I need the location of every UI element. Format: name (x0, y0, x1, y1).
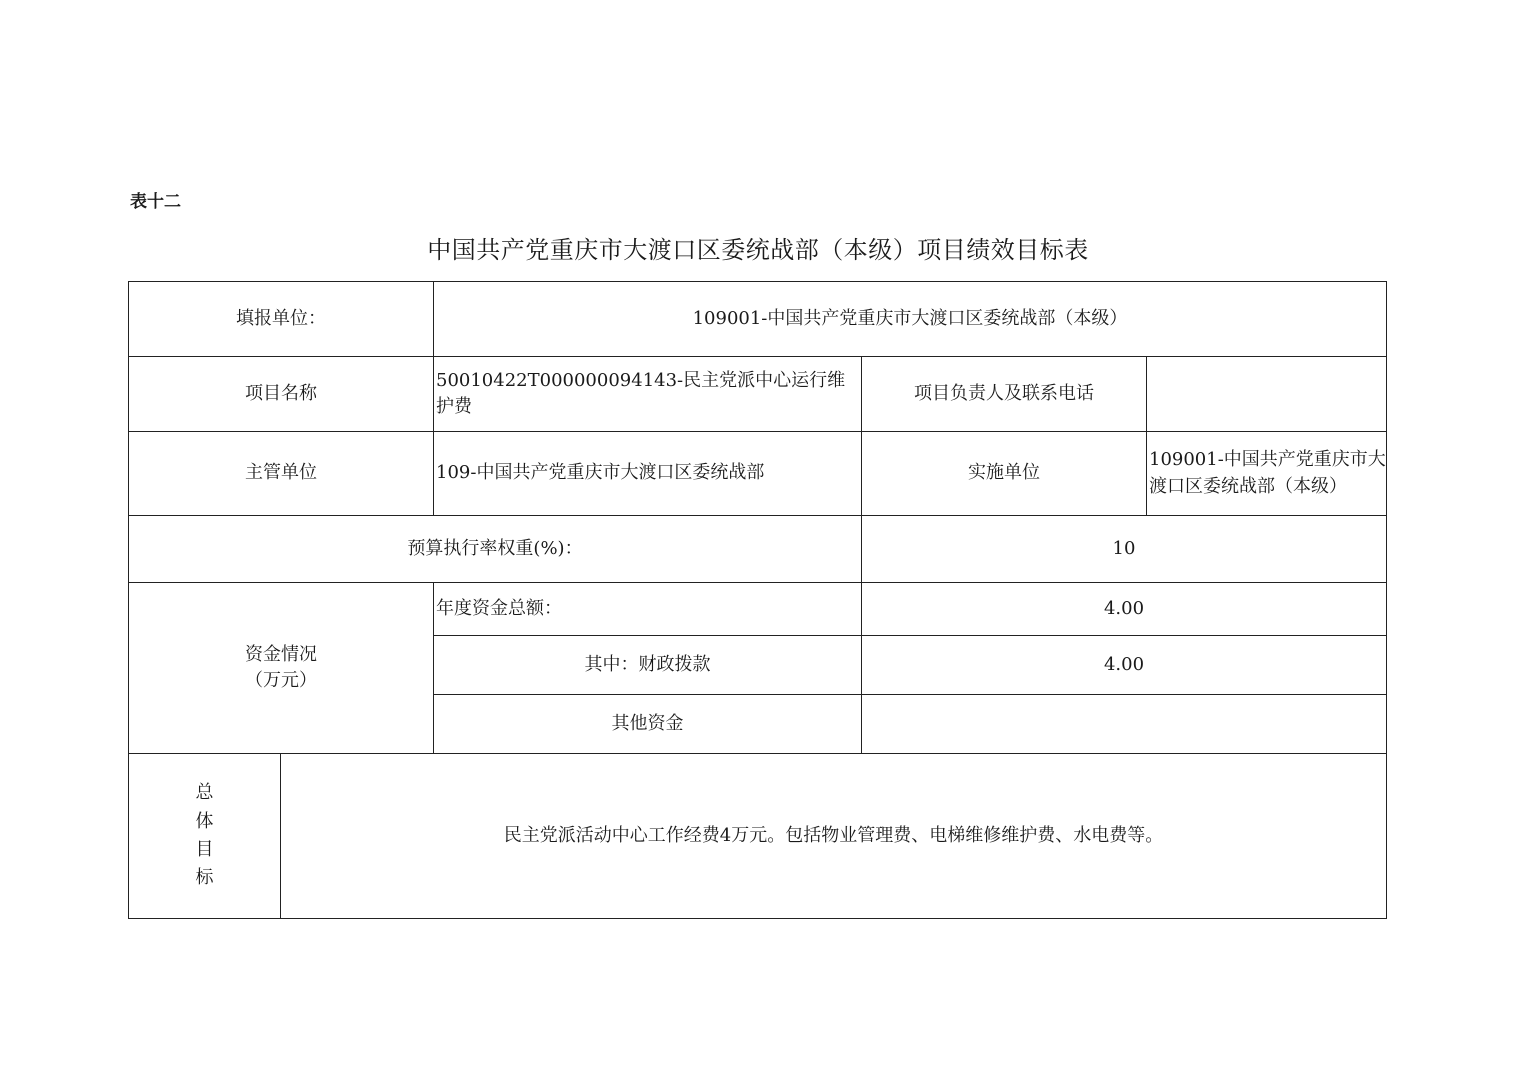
budget-weight-label: 预算执行率权重(%)： (129, 516, 862, 583)
reporting-unit-label: 填报单位： (129, 282, 434, 357)
supervising-unit-label: 主管单位 (129, 432, 434, 516)
project-name-value: 50010422T000000094143-民主党派中心运行维护费 (434, 357, 862, 432)
budget-weight-value: 10 (862, 516, 1387, 583)
funding-label-line2: （万元） (245, 670, 317, 691)
overall-goal-char: 标 (195, 867, 214, 889)
overall-goal-char: 总 (195, 782, 214, 804)
other-funds-value (862, 695, 1387, 754)
row-project-name (129, 357, 1387, 432)
overall-goal-char: 体 (195, 810, 214, 832)
overall-goal-value: 民主党派活动中心工作经费4万元。包括物业管理费、电梯维修维护费、水电费等。 (281, 754, 1387, 919)
annual-total-value: 4.00 (862, 583, 1387, 636)
row-reporting-unit (129, 282, 1387, 357)
implementing-unit-value: 109001-中国共产党重庆市大渡口区委统战部（本级） (1147, 432, 1387, 516)
fiscal-value: 4.00 (862, 636, 1387, 695)
row-budget-weight (129, 516, 1387, 583)
fiscal-label: 其中：财政拨款 (434, 636, 862, 695)
page-title: 中国共产党重庆市大渡口区委统战部（本级）项目绩效目标表 (427, 236, 1089, 264)
row-overall-goal (129, 754, 1387, 919)
funding-label-line1: 资金情况 (245, 643, 317, 665)
annual-total-label: 年度资金总额： (434, 583, 862, 636)
row-annual-total (129, 583, 1387, 636)
project-leader-label: 项目负责人及联系电话 (862, 357, 1147, 432)
implementing-unit-label: 实施单位 (862, 432, 1147, 516)
overall-goal-char: 目 (195, 839, 214, 860)
table-number-label: 表十二 (130, 192, 181, 212)
row-units (129, 432, 1387, 516)
reporting-unit-value: 109001-中国共产党重庆市大渡口区委统战部（本级） (434, 282, 1387, 357)
overall-goal-label (129, 754, 281, 919)
project-leader-value (1147, 357, 1387, 432)
other-funds-label: 其他资金 (434, 695, 862, 754)
supervising-unit-value: 109-中国共产党重庆市大渡口区委统战部 (434, 432, 862, 516)
funding-label (129, 583, 434, 754)
performance-goal-table (128, 281, 1387, 919)
project-name-label: 项目名称 (129, 357, 434, 432)
